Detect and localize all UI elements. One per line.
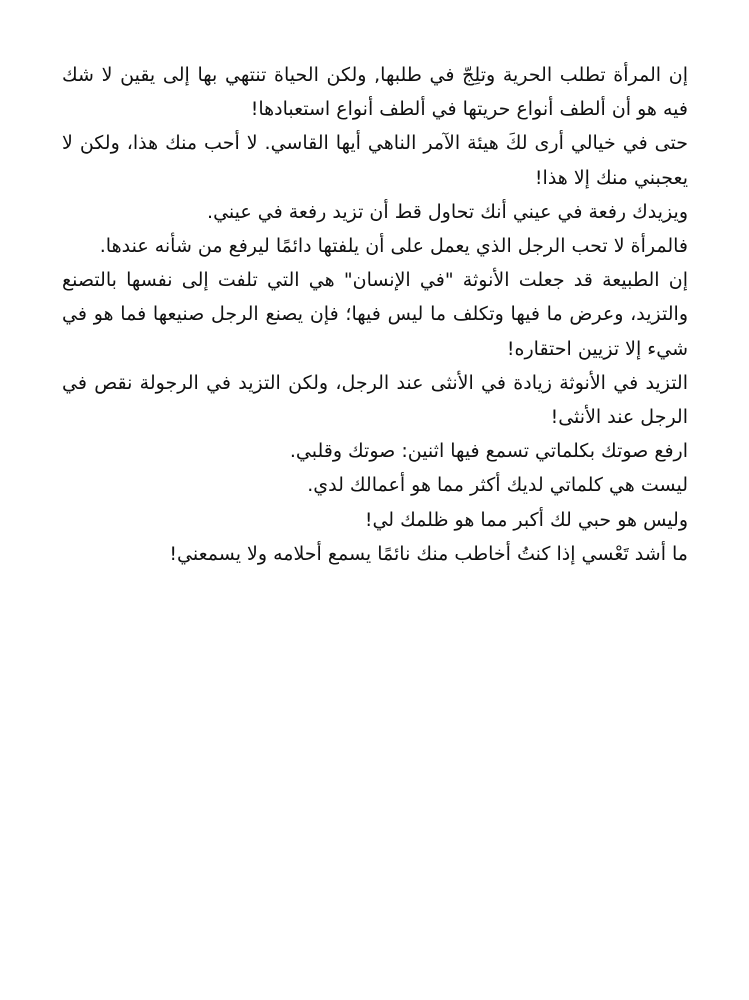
paragraph-5: إن الطبيعة قد جعلت الأنوثة "في الإنسان" هي التي تلفت إلى نفسها بالتصنع والتزيد، وعرض ما فيها وتكلف ما ليس فيها؛ فإن يصنع الرجل صنيعها فما هو في شيء إلا تزيين احتقاره! bbox=[62, 269, 688, 360]
paragraph-10: ما أشد تَعْسي إذا كنتُ أخاطب منك نائمًا يسمع أحلامه ولا يسمعني! bbox=[169, 542, 688, 565]
paragraph-7: ارفع صوتك بكلماتي تسمع فيها اثنين: صوتك وقلبي. bbox=[289, 440, 688, 463]
document-body bbox=[62, 58, 688, 571]
paragraph-4: فالمرأة لا تحب الرجل الذي يعمل على أن يلفتها دائمًا ليرفع من شأنه عندها. bbox=[99, 235, 688, 258]
paragraph-6: التزيد في الأنوثة زيادة في الأنثى عند الرجل، ولكن التزيد في الرجولة نقص في الرجل عند الأنثى! bbox=[62, 371, 688, 429]
paragraph-8: ليست هي كلماتي لديك أكثر مما هو أعمالك لدي. bbox=[307, 474, 688, 497]
paragraph-3: ويزيدك رفعة في عيني أنك تحاول قط أن تزيد رفعة في عيني. bbox=[207, 200, 688, 223]
paragraph-2: حتى في خيالي أرى لكَ هيئة الآمر الناهي أيها القاسي. لا أحب منك هذا، ولكن لا يعجبني منك إلا هذا! bbox=[62, 132, 688, 189]
paragraph-1: إن المرأة تطلب الحرية وتلِجّ في طلبها, ولكن الحياة تنتهي بها إلى يقين لا شك فيه هو أن ألطف أنواع حريتها في ألطف أنواع استعبادها! bbox=[62, 64, 688, 121]
paragraph-9: وليس هو حبي لك أكبر مما هو ظلمك لي! bbox=[364, 508, 688, 531]
